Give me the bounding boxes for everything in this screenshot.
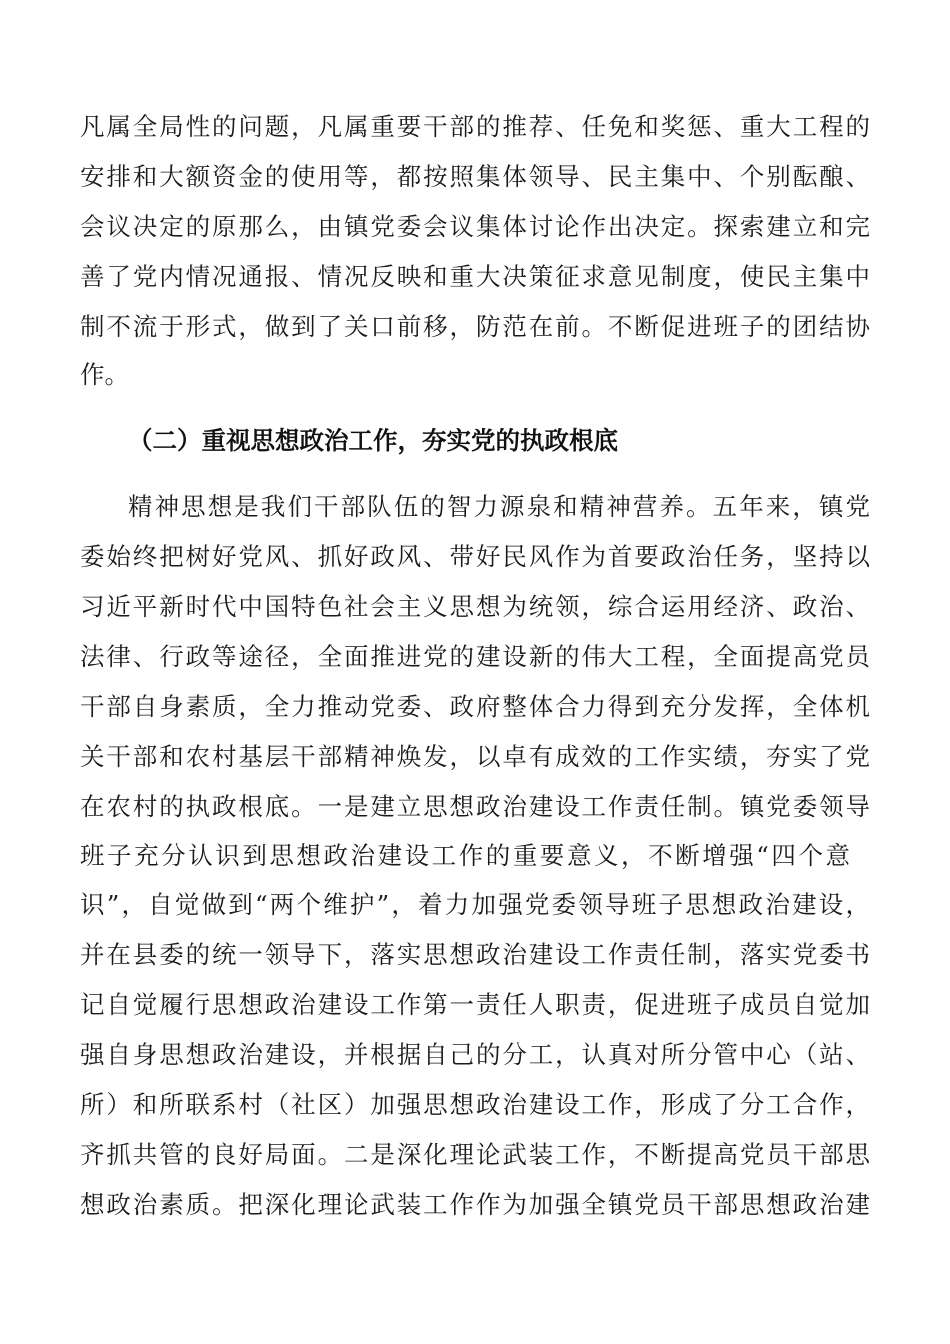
section-heading: （二）重视思想政治工作，夯实党的执政根底 — [128, 426, 618, 455]
paragraph-1-line: 作。 — [80, 360, 129, 389]
paragraph-2-line: 委始终把树好党风、抓好政风、带好民风作为首要政治任务，坚持以 — [80, 542, 870, 571]
paragraph-2-line: 强自身思想政治建设，并根据自己的分工，认真对所分管中心（站、 — [80, 1040, 870, 1069]
paragraph-2-line: 并在县委的统一领导下，落实思想政治建设工作责任制，落实党委书 — [80, 940, 870, 969]
paragraph-1-line: 会议决定的原那么，由镇党委会议集体讨论作出决定。探索建立和完 — [80, 212, 870, 241]
paragraph-2-line: 记自觉履行思想政治建设工作第一责任人职责，促进班子成员自觉加 — [80, 990, 870, 1019]
paragraph-2-line: 齐抓共管的良好局面。二是深化理论武装工作，不断提高党员干部思 — [80, 1140, 870, 1169]
paragraph-2-line: 习近平新时代中国特色社会主义思想为统领，综合运用经济、政治、 — [80, 592, 870, 621]
paragraph-2-line: 法律、行政等途径，全面推进党的建设新的伟大工程，全面提高党员 — [80, 642, 870, 671]
paragraph-1-line: 凡属全局性的问题，凡属重要干部的推荐、任免和奖惩、重大工程的 — [80, 112, 870, 141]
paragraph-2-line: 精神思想是我们干部队伍的智力源泉和精神营养。五年来，镇党 — [128, 492, 870, 521]
paragraph-2-line: 想政治素质。把深化理论武装工作作为加强全镇党员干部思想政治建 — [80, 1190, 870, 1219]
paragraph-2-line: 识”，自觉做到“两个维护”，着力加强党委领导班子思想政治建设， — [80, 890, 870, 919]
paragraph-2-line: 班子充分认识到思想政治建设工作的重要意义，不断增强“四个意 — [80, 841, 850, 870]
paragraph-2-line: 所）和所联系村（社区）加强思想政治建设工作，形成了分工合作， — [80, 1090, 870, 1119]
paragraph-2-line: 在农村的执政根底。一是建立思想政治建设工作责任制。镇党委领导 — [80, 792, 870, 821]
paragraph-2-line: 干部自身素质，全力推动党委、政府整体合力得到充分发挥，全体机 — [80, 692, 870, 721]
paragraph-2-line: 关干部和农村基层干部精神焕发，以卓有成效的工作实绩，夯实了党 — [80, 742, 870, 771]
paragraph-1-line: 安排和大额资金的使用等，都按照集体领导、民主集中、个别酝酿、 — [80, 162, 870, 191]
paragraph-1-line: 善了党内情况通报、情况反映和重大决策征求意见制度，使民主集中 — [80, 262, 870, 291]
paragraph-1-line: 制不流于形式，做到了关口前移，防范在前。不断促进班子的团结协 — [80, 312, 870, 341]
